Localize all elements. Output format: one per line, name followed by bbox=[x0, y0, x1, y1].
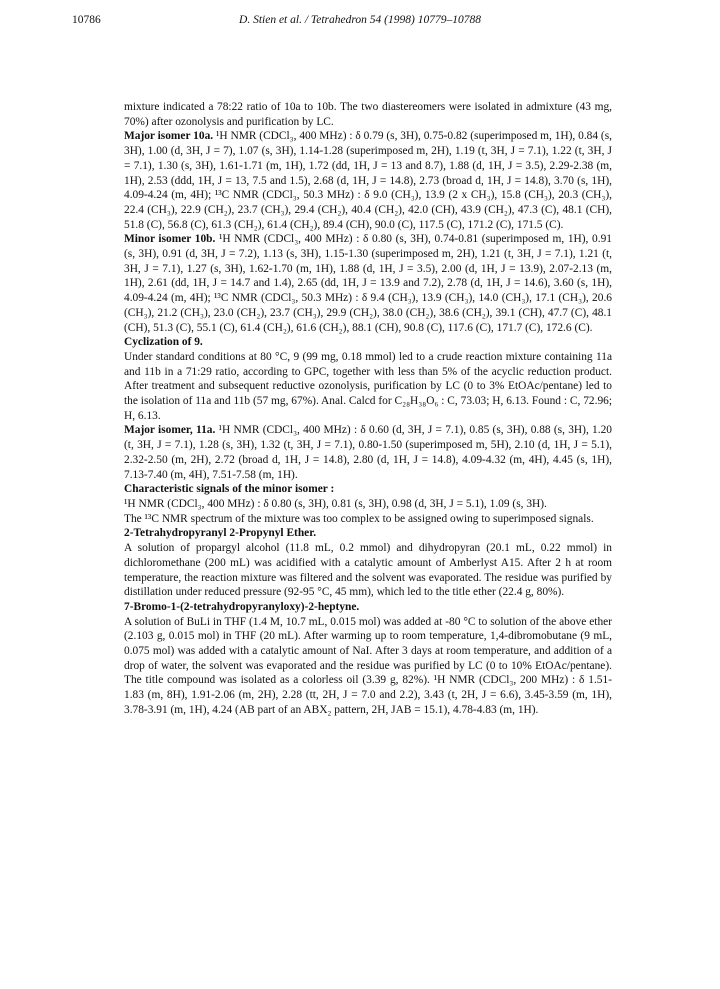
article-body bbox=[124, 100, 612, 718]
paragraph-major-10a bbox=[124, 129, 612, 232]
running-title: D. Stien et al. / Tetrahedron 54 (1998) 10779–10788 bbox=[239, 14, 481, 26]
label-major-11a: Major isomer, 11a. bbox=[124, 424, 216, 437]
heading-cyclization: Cyclization of 9. bbox=[124, 336, 203, 349]
heading-minor-signals: Characteristic signals of the minor isomer : bbox=[124, 483, 335, 496]
paragraph-thp-ether: A solution of propargyl alcohol (11.8 mL, 0.2 mmol) and dihydropyran (20.1 mL, 0.22 mmol) in dichloromethane (200 mL) was acidified with a catalytic amount of Amberlyst A15. After 2 h at room temperature, the reaction mixture was filtered and the solvent was evaporated. The residue was purified by distillation under reduced pressure (92-95 °C, 45 mm), which led to the title ether (22.4 g, 80%). bbox=[124, 542, 612, 599]
text-major-10a: ¹H NMR (CDCl₃, 400 MHz) : δ 0.79 (s, 3H), 0.75-0.82 (superimposed m, 1H), 0.84 (s, 3H), 1.00 (d, 3H, J = 7), 1.07 (s, 3H), 1.14-1.28 (superimposed m, 2H), 1.19 (t, 3H, J = 7.1), 1.22 (t, 3H, J = 7.1), 1.30 (s, 3H), 1.61-1.71 (m, 1H), 1.72 (dd, 1H, J = 13 and 8.7), 1.88 (d, 1H, J = 3.5), 2.29-2.38 (m, 1H), 2.53 (ddd, 1H, J = 13, 7.5 and 1.5), 2.68 (d, 1H, J = 14.8), 2.73 (broad d, 1H, J = 14.8), 3.70 (s, 1H), 4.09-4.24 (m, 4H); ¹³C NMR (CDCl₃, 50.3 MHz) : δ 9.0 (CH₃), 13.9 (2 x CH₃), 15.8 (CH₃), 20.3 (CH₃), 22.4 (CH₃), 22.9 (CH₂), 23.7 (CH₃), 29.4 (CH₂), 40.4 (CH₂), 42.0 (CH), 43.9 (CH₂), 47.3 (C), 48.1 (CH), 51.8 (C), 56.8 (C), 61.3 (CH₂), 61.4 (CH₂), 89.4 (CH), 90.0 (C), 117.5 (C), 171.2 (C), 171.5 (C). bbox=[124, 130, 612, 231]
text-major-11a: ¹H NMR (CDCl₃, 400 MHz) : δ 0.60 (d, 3H, J = 7.1), 0.85 (s, 3H), 0.88 (s, 3H), 1.20 (t, 3H, J = 7.1), 1.28 (s, 3H), 1.32 (t, 3H, J = 7.1), 0.80-1.50 (superimposed m, 5H), 2.10 (d, 1H, J = 5.1), 2.32-2.50 (m, 2H), 2.72 (broad d, 1H, J = 14.8), 2.80 (d, 1H, J = 14.8), 4.09-4.32 (m, 4H), 4.45 (s, 1H), 7.13-7.40 (m, 4H), 7.51-7.58 (m, 1H). bbox=[124, 424, 612, 481]
heading-thp-ether: 2-Tetrahydropyranyl 2-Propynyl Ether. bbox=[124, 527, 317, 540]
label-major-10a: Major isomer 10a. bbox=[124, 130, 214, 143]
paragraph-cyclization: Under standard conditions at 80 °C, 9 (99 mg, 0.18 mmol) led to a crude reaction mixture containing 11a and 11b in a 71:29 ratio, according to GPC, together with less than 5% of the acyclic reduction product. After treatment and subsequent reductive ozonolysis, purification by LC (0 to 3% EtOAc/pentane) led to the isolation of 11a and 11b (57 mg, 67%). Anal. Calcd for C₂₈H₃₈O₆ : C, 73.03; H, 6.13. Found : C, 72.96; H, 6.13. bbox=[124, 350, 612, 422]
heading-bromo-heptyne: 7-Bromo-1-(2-tetrahydropyranyloxy)-2-heptyne. bbox=[124, 600, 360, 613]
page-header bbox=[72, 14, 648, 30]
paragraph-minor-signals-13c: The ¹³C NMR spectrum of the mixture was too complex to be assigned owing to superimposed signals. bbox=[124, 512, 594, 525]
text-minor-10b: ¹H NMR (CDCl₃, 400 MHz) : δ 0.80 (s, 3H), 0.74-0.81 (superimposed m, 1H), 0.91 (s, 3H), 0.91 (d, 3H, J = 7.2), 1.13 (s, 3H), 1.15-1.30 (superimposed m, 2H), 1.21 (t, 3H, J = 7.1), 1.21 (t, 3H, J = 7.1), 1.27 (s, 3H), 1.62-1.70 (m, 1H), 1.88 (d, 1H, J = 3.5), 2.00 (d, 1H, J = 13.9), 2.07-2.13 (m, 1H), 2.61 (dd, 1H, J = 14.7 and 1.4), 2.65 (dd, 1H, J = 13.9 and 7.2), 2.78 (d, 1H, J = 14.6), 3.60 (s, 1H), 4.09-4.24 (m, 4H); ¹³C NMR (CDCl₃, 50.3 MHz) : δ 9.4 (CH₃), 13.9 (CH₃), 14.0 (CH₃), 17.1 (CH₃), 20.6 (CH₃), 21.2 (CH₃), 23.0 (CH₂), 23.7 (CH₃), 29.9 (CH₂), 38.0 (CH₂), 38.6 (CH₂), 39.1 (CH), 47.7 (C), 48.1 (CH), 51.3 (C), 55.1 (C), 61.4 (CH₂), 61.6 (CH₂), 88.1 (CH), 90.8 (C), 117.6 (C), 171.7 (C), 172.6 (C). bbox=[124, 233, 612, 334]
paragraph-bromo-heptyne: A solution of BuLi in THF (1.4 M, 10.7 mL, 0.015 mol) was added at -80 °C to solution of the above ether (2.103 g, 0.015 mol) in THF (20 mL). After warming up to room temperature, 1,4-dibromobutane (9 mL, 0.075 mol) was added with a catalytic amount of NaI. After 3 days at room temperature, and addition of a drop of water, the solvent was evaporated and the residue was purified by LC (0 to 10% EtOAc/pentane). The title compound was isolated as a colorless oil (3.39 g, 82%). ¹H NMR (CDCl₃, 200 MHz) : δ 1.51-1.83 (m, 8H), 1.91-2.06 (m, 2H), 2.28 (tt, 2H, J = 7.0 and 2.2), 3.43 (t, 2H, J = 6.6), 3.45-3.59 (m, 1H), 3.78-3.91 (m, 1H), 4.24 (AB part of an ABX₂ pattern, 2H, JAB = 15.1), 4.78-4.83 (m, 1H). bbox=[124, 615, 612, 716]
paragraph-major-11a bbox=[124, 423, 612, 482]
label-minor-10b: Minor isomer 10b. bbox=[124, 233, 216, 246]
paragraph-minor-10b bbox=[124, 232, 612, 335]
paragraph-intro: mixture indicated a 78:22 ratio of 10a to 10b. The two diastereomers were isolated in admixture (43 mg, 70%) after ozonolysis and purification by LC. bbox=[124, 101, 612, 128]
paragraph-minor-signals-1h: ¹H NMR (CDCl₃, 400 MHz) : δ 0.80 (s, 3H), 0.81 (s, 3H), 0.98 (d, 3H, J = 5.1), 1.09 (s, 3H). bbox=[124, 497, 547, 510]
page-number: 10786 bbox=[72, 14, 101, 26]
